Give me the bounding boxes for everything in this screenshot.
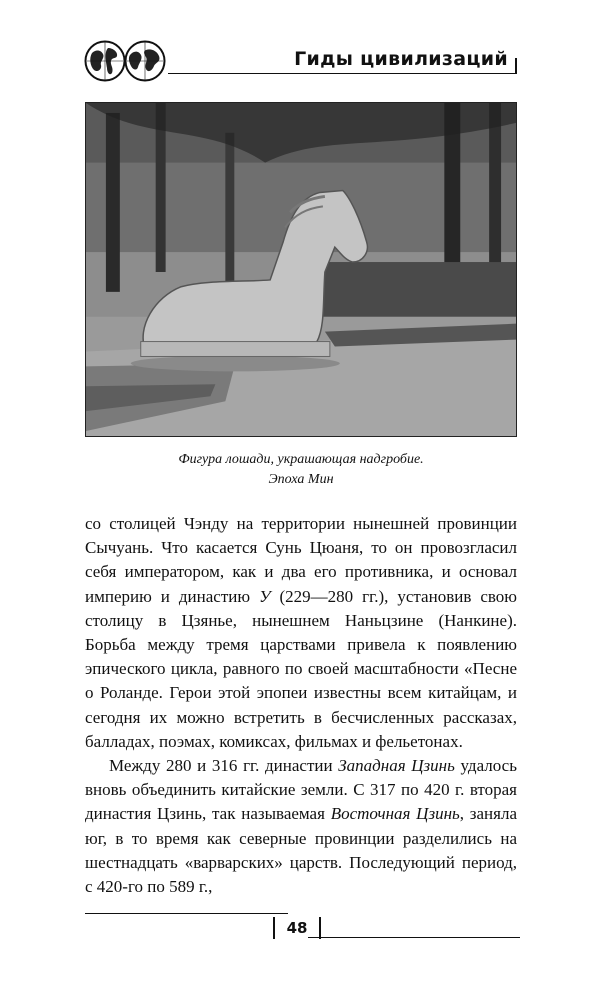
footer-rule xyxy=(308,937,520,938)
caption-line: Эпоха Мин xyxy=(268,472,334,487)
series-title: Гиды цивилизаций xyxy=(294,48,508,70)
header-rule-tick xyxy=(515,58,517,74)
footer-rule xyxy=(85,913,288,914)
globe-map-icon xyxy=(124,40,166,82)
page-number: 48 xyxy=(273,917,321,939)
paragraph: со столицей Чэнду на территории нынешней провинции Сычуань. Что касается Сунь Цюаня, то он провозгласил себя императором, как и два его противника, и основал империю и династию У (229—280 гг.), установив свою столицу в Цзянье, нынешнем Наньцзине (Нанкине). Борьба между тремя царствами привела к появлению эпического цикла, равного по своей масштабности «Песне о Роланде. Герои этой эпопеи известны всем китайцам, и сегодня их можно встретить в бесчисленных рассказах, балладах, поэмах, комиксах, фильмах и фельетонах. xyxy=(85,514,517,751)
body-text xyxy=(85,512,517,899)
caption-line: Фигура лошади, украшающая надгробие. xyxy=(178,452,424,467)
globe-map-icon xyxy=(84,40,126,82)
dynasty-name: У xyxy=(259,586,271,606)
horse-statue-photo xyxy=(85,102,517,437)
page-header xyxy=(0,0,600,90)
paragraph: Между 280 и 316 гг. династии Западная Цзинь удалось вновь объединить китайские земли. С 317 по 420 г. вторая династия Цзинь, так называемая Восточная Цзинь, заняла юг, в то время как северные провинции разделились на шестнадцать «варварских» царств. Последующий период, с 420-го по 589 г., xyxy=(85,756,517,897)
figure-caption xyxy=(85,450,517,490)
header-rule xyxy=(168,73,515,74)
dynasty-name: Западная Цзинь xyxy=(338,756,455,776)
dynasty-name: Восточная Цзинь xyxy=(330,804,460,824)
